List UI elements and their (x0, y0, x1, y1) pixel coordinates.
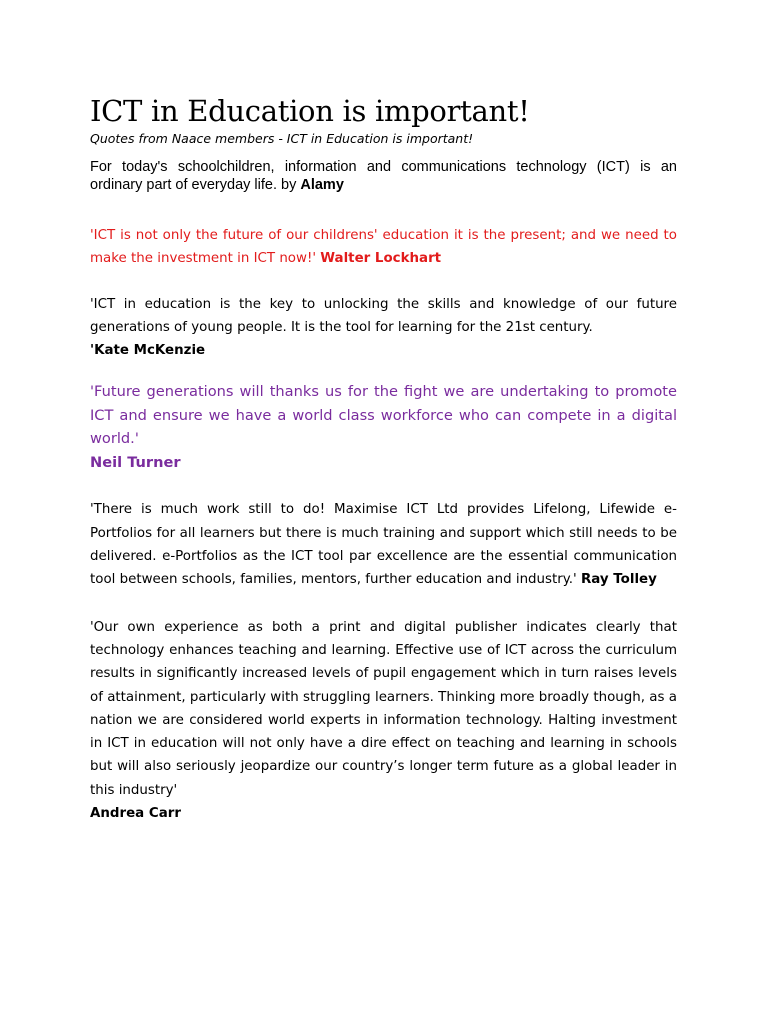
quote-author: Andrea Carr (90, 806, 181, 822)
quote-author: 'Kate McKenzie (90, 343, 206, 359)
quote-text: 'There is much work still to do! Maximise ICT Ltd provides Lifelong, Lifewide e-Portfolios for all learners but there is much training and support which still needs to be delivered. e-Portfolios as the ICT tool par excellence are the essential communication tool between schools, families, mentors, further education and industry.' (90, 502, 677, 588)
quote-author: Neil Turner (90, 453, 181, 471)
quote-neil-turner (90, 380, 677, 474)
quote-author: Walter Lockhart (320, 251, 442, 267)
page-title: ICT in Education is important! (90, 94, 530, 128)
quote-walter-lockhart (90, 224, 677, 271)
quote-text: 'Our own experience as both a print and digital publisher indicates clearly that technology enhances teaching and learning. Effective use of ICT across the curriculum results in significantly increased levels of pupil engagement which in turn raises levels of attainment, particularly with struggling learners. Thinking more broadly though, as a nation we are considered world experts in information technology. Halting investment in ICT in education will not only have a dire effect on teaching and learning in schools but will also seriously jeopardize our country’s longer term future as a global leader in this industry' (90, 619, 677, 798)
quote-text: 'ICT in education is the key to unlocking the skills and knowledge of our future generations of young people. It is the tool for learning for the 21st century. (90, 296, 677, 335)
quote-andrea-carr (90, 616, 677, 826)
page-subtitle: Quotes from Naace members - ICT in Education is important! (90, 131, 474, 146)
quote-kate-mckenzie (90, 293, 677, 363)
intro-text: For today's schoolchildren, information and communications technology (ICT) is an ordinary part of everyday life. by (90, 159, 677, 193)
intro-author: Alamy (300, 177, 344, 193)
document-content (90, 92, 677, 825)
intro-paragraph (90, 158, 677, 194)
quote-text: 'Future generations will thanks us for the fight we are undertaking to promote ICT and ensure we have a world class workforce who can compete in a digital world.' (90, 383, 677, 448)
quote-author: Ray Tolley (580, 572, 657, 588)
quote-text: 'ICT is not only the future of our childrens' education it is the present; and we need to make the investment in ICT now!' (90, 228, 677, 267)
quote-ray-tolley (90, 498, 677, 591)
